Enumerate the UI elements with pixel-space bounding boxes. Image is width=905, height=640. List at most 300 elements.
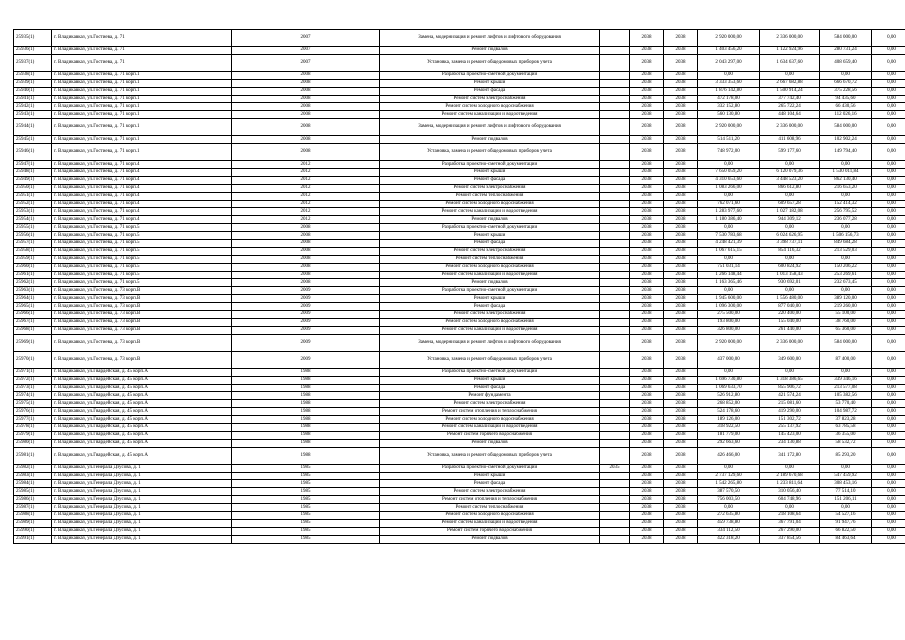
- fund-cost-cell: 854 116,32: [760, 247, 820, 255]
- year-built-cell: 2009: [232, 311, 380, 319]
- year-built-cell: 1988: [232, 416, 380, 424]
- address-cell: г. Владикавказ, ул.Гвардейская, д. 45 корп.А: [52, 408, 232, 416]
- start-year-cell: 2038: [630, 184, 664, 192]
- end-year-cell: 2038: [664, 263, 698, 271]
- address-cell: г. Владикавказ, ул.Гвардейская, д. 45 корп.А: [52, 376, 232, 384]
- year-built-cell: 2007: [232, 54, 380, 71]
- other-cost-cell: 0,00: [872, 79, 905, 87]
- end-year-cell: 2038: [664, 384, 698, 392]
- table-row: [14, 400, 905, 408]
- owner-cost-cell: 213 529,03: [820, 247, 872, 255]
- row-id-cell: 25941(1): [14, 95, 52, 103]
- address-cell: г. Владикавказ, ул.Гостиева, д. 71: [52, 54, 232, 71]
- other-cost-cell: 0,00: [872, 376, 905, 384]
- year-built-cell: 2007: [232, 47, 380, 55]
- extra-year-cell: [600, 263, 630, 271]
- extra-year-cell: [600, 71, 630, 79]
- other-cost-cell: 0,00: [872, 192, 905, 200]
- end-year-cell: 2038: [664, 416, 698, 424]
- extra-year-cell: [600, 247, 630, 255]
- table-row: [14, 472, 905, 480]
- other-cost-cell: 0,00: [872, 263, 905, 271]
- row-id-cell: 25979(1): [14, 431, 52, 439]
- row-id-cell: 25954(1): [14, 216, 52, 224]
- row-id-cell: 25937(1): [14, 54, 52, 71]
- extra-year-cell: [600, 169, 630, 177]
- table-row: [14, 144, 905, 161]
- extra-year-cell: [600, 271, 630, 279]
- fund-cost-cell: 0,00: [760, 71, 820, 79]
- row-id-cell: 25959(1): [14, 255, 52, 263]
- start-year-cell: 2038: [630, 295, 664, 303]
- fund-cost-cell: 261 440,00: [760, 326, 820, 334]
- fund-cost-cell: 218 108,64: [760, 511, 820, 519]
- owner-cost-cell: 375 228,56: [820, 87, 872, 95]
- owner-cost-cell: 38 760,00: [820, 318, 872, 326]
- start-year-cell: 2038: [630, 87, 664, 95]
- address-cell: г. Владикавказ, ул.Гвардейская, д. 45 корп.А: [52, 431, 232, 439]
- extra-year-cell: [600, 431, 630, 439]
- end-year-cell: 2038: [664, 287, 698, 295]
- other-cost-cell: 0,00: [872, 169, 905, 177]
- owner-cost-cell: 256 795,52: [820, 208, 872, 216]
- year-built-cell: 2009: [232, 318, 380, 326]
- work-type-cell: Ремонт подвалов: [380, 535, 600, 543]
- start-year-cell: 2038: [630, 111, 664, 119]
- other-cost-cell: 0,00: [872, 200, 905, 208]
- extra-year-cell: [600, 303, 630, 311]
- start-year-cell: 2038: [630, 480, 664, 488]
- end-year-cell: 2038: [664, 511, 698, 519]
- row-id-cell: 25975(1): [14, 400, 52, 408]
- table-body: [14, 30, 905, 544]
- other-cost-cell: 0,00: [872, 54, 905, 71]
- year-built-cell: 2008: [232, 240, 380, 248]
- total-cost-cell: 560 130,80: [698, 111, 760, 119]
- year-built-cell: 2008: [232, 95, 380, 103]
- address-cell: г. Владикавказ, ул.Гостиева, д. 71: [52, 47, 232, 55]
- address-cell: г. Владикавказ, ул.Гостиева, д. 71 корп.4: [52, 161, 232, 169]
- year-built-cell: 2009: [232, 295, 380, 303]
- other-cost-cell: 0,00: [872, 103, 905, 111]
- work-type-cell: Ремонт систем канализации и водоотведения: [380, 111, 600, 119]
- owner-cost-cell: 0,00: [820, 71, 872, 79]
- address-cell: г. Владикавказ, ул.Гостиева, д. 71 корп.1: [52, 71, 232, 79]
- end-year-cell: 2038: [664, 472, 698, 480]
- row-id-cell: 25948(1): [14, 169, 52, 177]
- other-cost-cell: 0,00: [872, 400, 905, 408]
- row-id-cell: 25938(1): [14, 71, 52, 79]
- address-cell: г. Владикавказ, ул.Гостиева, д. 71 корп.1: [52, 79, 232, 87]
- extra-year-cell: [600, 311, 630, 319]
- start-year-cell: 2038: [630, 416, 664, 424]
- year-built-cell: 2012: [232, 216, 380, 224]
- row-id-cell: 25958(1): [14, 247, 52, 255]
- year-built-cell: 2012: [232, 161, 380, 169]
- fund-cost-cell: 0,00: [760, 255, 820, 263]
- work-type-cell: Разработка проектно-сметной документации: [380, 71, 600, 79]
- fund-cost-cell: 599 177,60: [760, 144, 820, 161]
- work-type-cell: Ремонт подвалов: [380, 47, 600, 55]
- total-cost-cell: 318 922,50: [698, 423, 760, 431]
- total-cost-cell: 762 071,60: [698, 200, 760, 208]
- owner-cost-cell: 102 902,24: [820, 136, 872, 144]
- end-year-cell: 2038: [664, 311, 698, 319]
- other-cost-cell: 0,00: [872, 161, 905, 169]
- fund-cost-cell: 855 906,72: [760, 384, 820, 392]
- table-row: [14, 161, 905, 169]
- address-cell: г. Владикавказ, ул.Гостиева, д. 71 корп.4: [52, 208, 232, 216]
- start-year-cell: 2038: [630, 208, 664, 216]
- end-year-cell: 2038: [664, 224, 698, 232]
- work-type-cell: Ремонт фасада: [380, 303, 600, 311]
- address-cell: г. Владикавказ, ул.Гостиева, д. 71 корп.1: [52, 144, 232, 161]
- row-id-cell: 25990(1): [14, 527, 52, 535]
- total-cost-cell: 0,00: [698, 287, 760, 295]
- year-built-cell: 2008: [232, 279, 380, 287]
- start-year-cell: 2038: [630, 103, 664, 111]
- extra-year-cell: [600, 255, 630, 263]
- year-built-cell: 1988: [232, 431, 380, 439]
- work-type-cell: Разработка проектно-сметной документации: [380, 464, 600, 472]
- table-row: [14, 224, 905, 232]
- work-type-cell: Ремонт систем электроснабжения: [380, 247, 600, 255]
- start-year-cell: 2038: [630, 161, 664, 169]
- end-year-cell: 2038: [664, 119, 698, 136]
- year-built-cell: 2008: [232, 144, 380, 161]
- fund-cost-cell: 220 400,00: [760, 311, 820, 319]
- year-built-cell: 2012: [232, 192, 380, 200]
- row-id-cell: 25961(1): [14, 271, 52, 279]
- total-cost-cell: 181 779,00: [698, 431, 760, 439]
- end-year-cell: 2038: [664, 87, 698, 95]
- owner-cost-cell: 584 000,00: [820, 30, 872, 47]
- extra-year-cell: [600, 192, 630, 200]
- address-cell: г. Владикавказ, ул.Гостиева, д. 71 корп.4: [52, 216, 232, 224]
- end-year-cell: 2038: [664, 255, 698, 263]
- end-year-cell: 2038: [664, 423, 698, 431]
- owner-cost-cell: 219 260,00: [820, 303, 872, 311]
- address-cell: г. Владикавказ, ул.Гостиева, д. 71 корп.5: [52, 271, 232, 279]
- row-id-cell: 25973(1): [14, 384, 52, 392]
- total-cost-cell: 1 542 265,80: [698, 480, 760, 488]
- owner-cost-cell: 65 360,00: [820, 326, 872, 334]
- address-cell: г. Владикавказ, ул.Гостиева, д. 71 корп.1: [52, 103, 232, 111]
- end-year-cell: 2038: [664, 79, 698, 87]
- capital-repair-plan-table: [13, 29, 905, 544]
- start-year-cell: 2038: [630, 255, 664, 263]
- start-year-cell: 2038: [630, 439, 664, 447]
- end-year-cell: 2038: [664, 400, 698, 408]
- year-built-cell: 2008: [232, 224, 380, 232]
- fund-cost-cell: 944 309,12: [760, 216, 820, 224]
- year-built-cell: 2008: [232, 111, 380, 119]
- year-built-cell: 2008: [232, 247, 380, 255]
- work-type-cell: Ремонт крыши: [380, 232, 600, 240]
- table-row: [14, 71, 905, 79]
- total-cost-cell: 426 466,00: [698, 447, 760, 464]
- start-year-cell: 2038: [630, 384, 664, 392]
- total-cost-cell: 0,00: [698, 192, 760, 200]
- address-cell: г. Владикавказ, ул.Гостиева, д. 71 корп.1: [52, 111, 232, 119]
- total-cost-cell: 1 096 300,00: [698, 303, 760, 311]
- total-cost-cell: 268 852,00: [698, 400, 760, 408]
- address-cell: г. Владикавказ, ул.Генерала Дзусова, д. 1: [52, 496, 232, 504]
- end-year-cell: 2038: [664, 295, 698, 303]
- end-year-cell: 2038: [664, 351, 698, 368]
- work-type-cell: Ремонт систем холодного водоснабжения: [380, 263, 600, 271]
- extra-year-cell: [600, 30, 630, 47]
- owner-cost-cell: 58 532,72: [820, 439, 872, 447]
- other-cost-cell: 0,00: [872, 271, 905, 279]
- work-type-cell: Ремонт систем канализации и водоотведения: [380, 423, 600, 431]
- year-built-cell: 2008: [232, 255, 380, 263]
- extra-year-cell: [600, 232, 630, 240]
- owner-cost-cell: 0,00: [820, 192, 872, 200]
- total-cost-cell: 332 152,80: [698, 103, 760, 111]
- owner-cost-cell: 232 673,45: [820, 279, 872, 287]
- end-year-cell: 2038: [664, 232, 698, 240]
- fund-cost-cell: 145 423,00: [760, 431, 820, 439]
- extra-year-cell: [600, 400, 630, 408]
- table-row: [14, 54, 905, 71]
- end-year-cell: 2038: [664, 192, 698, 200]
- fund-cost-cell: 2 336 000,00: [760, 119, 820, 136]
- address-cell: г. Владикавказ, ул.Гостиева, д. 71 корп.4: [52, 169, 232, 177]
- end-year-cell: 2038: [664, 504, 698, 512]
- row-id-cell: 25949(1): [14, 176, 52, 184]
- address-cell: г. Владикавказ, ул.Генерала Дзусова, д. 1: [52, 488, 232, 496]
- row-id-cell: 25970(1): [14, 351, 52, 368]
- table-row: [14, 527, 905, 535]
- year-built-cell: 1988: [232, 384, 380, 392]
- owner-cost-cell: 584 000,00: [820, 119, 872, 136]
- other-cost-cell: 0,00: [872, 71, 905, 79]
- total-cost-cell: 0,00: [698, 161, 760, 169]
- address-cell: г. Владикавказ, ул.Гостиева, д. 73 корп.В: [52, 351, 232, 368]
- table-row: [14, 200, 905, 208]
- other-cost-cell: 0,00: [872, 527, 905, 535]
- row-id-cell: 25952(1): [14, 200, 52, 208]
- fund-cost-cell: 2 189 670,68: [760, 472, 820, 480]
- extra-year-cell: [600, 535, 630, 543]
- row-id-cell: 25985(1): [14, 488, 52, 496]
- address-cell: г. Владикавказ, ул.Гостиева, д. 71 корп.1: [52, 136, 232, 144]
- address-cell: г. Владикавказ, ул.Гостиева, д. 71: [52, 30, 232, 47]
- start-year-cell: 2038: [630, 79, 664, 87]
- work-type-cell: Установка, замена и ремонт общедомовых приборов учета: [380, 144, 600, 161]
- owner-cost-cell: 87 400,00: [820, 351, 872, 368]
- work-type-cell: Ремонт подвалов: [380, 216, 600, 224]
- extra-year-cell: [600, 326, 630, 334]
- year-built-cell: 2007: [232, 30, 380, 47]
- fund-cost-cell: 6 120 079,36: [760, 169, 820, 177]
- row-id-cell: 25960(1): [14, 263, 52, 271]
- total-cost-cell: 1 067 615,15: [698, 247, 760, 255]
- year-built-cell: 1988: [232, 368, 380, 376]
- row-id-cell: 25965(1): [14, 303, 52, 311]
- other-cost-cell: 0,00: [872, 176, 905, 184]
- work-type-cell: Ремонт систем канализации и водоотведения: [380, 208, 600, 216]
- end-year-cell: 2038: [664, 30, 698, 47]
- extra-year-cell: [600, 472, 630, 480]
- owner-cost-cell: 0,00: [820, 464, 872, 472]
- work-type-cell: Ремонт крыши: [380, 295, 600, 303]
- other-cost-cell: 0,00: [872, 472, 905, 480]
- extra-year-cell: [600, 384, 630, 392]
- end-year-cell: 2038: [664, 184, 698, 192]
- total-cost-cell: 756 003,50: [698, 496, 760, 504]
- work-type-cell: Ремонт систем холодного водоснабжения: [380, 200, 600, 208]
- other-cost-cell: 0,00: [872, 318, 905, 326]
- year-built-cell: 2008: [232, 119, 380, 136]
- year-built-cell: 1988: [232, 392, 380, 400]
- table-row: [14, 176, 905, 184]
- address-cell: г. Владикавказ, ул.Гостиева, д. 71 корп.4: [52, 176, 232, 184]
- address-cell: г. Владикавказ, ул.Гвардейская, д. 45 корп.А: [52, 368, 232, 376]
- total-cost-cell: 7 650 059,20: [698, 169, 760, 177]
- year-built-cell: 2009: [232, 351, 380, 368]
- row-id-cell: 25950(1): [14, 184, 52, 192]
- end-year-cell: 2038: [664, 136, 698, 144]
- total-cost-cell: 0,00: [698, 224, 760, 232]
- other-cost-cell: 0,00: [872, 47, 905, 55]
- table-row: [14, 488, 905, 496]
- table-row: [14, 480, 905, 488]
- table-row: [14, 119, 905, 136]
- row-id-cell: 25977(1): [14, 416, 52, 424]
- other-cost-cell: 0,00: [872, 136, 905, 144]
- table-row: [14, 169, 905, 177]
- row-id-cell: 25967(1): [14, 318, 52, 326]
- total-cost-cell: 189 126,00: [698, 416, 760, 424]
- address-cell: г. Владикавказ, ул.Гвардейская, д. 45 корп.А: [52, 447, 232, 464]
- total-cost-cell: 751 031,14: [698, 263, 760, 271]
- start-year-cell: 2038: [630, 247, 664, 255]
- address-cell: г. Владикавказ, ул.Гостиева, д. 71 корп.1: [52, 119, 232, 136]
- table-row: [14, 255, 905, 263]
- fund-cost-cell: 3 398 737,11: [760, 240, 820, 248]
- owner-cost-cell: 36 355,00: [820, 431, 872, 439]
- total-cost-cell: 326 800,00: [698, 326, 760, 334]
- row-id-cell: 25982(1): [14, 464, 52, 472]
- start-year-cell: 2038: [630, 351, 664, 368]
- end-year-cell: 2038: [664, 176, 698, 184]
- fund-cost-cell: 0,00: [760, 224, 820, 232]
- end-year-cell: 2038: [664, 54, 698, 71]
- year-built-cell: 2008: [232, 263, 380, 271]
- extra-year-cell: [600, 47, 630, 55]
- total-cost-cell: 2 920 000,00: [698, 334, 760, 351]
- start-year-cell: 2038: [630, 30, 664, 47]
- end-year-cell: 2038: [664, 95, 698, 103]
- end-year-cell: 2038: [664, 103, 698, 111]
- end-year-cell: 2038: [664, 334, 698, 351]
- fund-cost-cell: 1 634 637,60: [760, 54, 820, 71]
- work-type-cell: Ремонт систем теплоснабжения: [380, 255, 600, 263]
- year-built-cell: 2012: [232, 208, 380, 216]
- table-row: [14, 287, 905, 295]
- fund-cost-cell: 1 013 158,43: [760, 271, 820, 279]
- year-built-cell: 2008: [232, 87, 380, 95]
- work-type-cell: Ремонт фасада: [380, 240, 600, 248]
- year-built-cell: 1985: [232, 504, 380, 512]
- address-cell: г. Владикавказ, ул.Гостиева, д. 73 корп.В: [52, 311, 232, 319]
- total-cost-cell: 1 876 142,80: [698, 87, 760, 95]
- work-type-cell: Ремонт фасада: [380, 480, 600, 488]
- year-built-cell: 2009: [232, 334, 380, 351]
- end-year-cell: 2038: [664, 47, 698, 55]
- address-cell: г. Владикавказ, ул.Гвардейская, д. 45 корп.А: [52, 400, 232, 408]
- year-built-cell: 2012: [232, 176, 380, 184]
- owner-cost-cell: 216 653,20: [820, 184, 872, 192]
- year-built-cell: 2012: [232, 184, 380, 192]
- start-year-cell: 2038: [630, 519, 664, 527]
- start-year-cell: 2038: [630, 200, 664, 208]
- work-type-cell: Разработка проектно-сметной документации: [380, 368, 600, 376]
- other-cost-cell: 0,00: [872, 295, 905, 303]
- start-year-cell: 2038: [630, 488, 664, 496]
- work-type-cell: Ремонт систем электроснабжения: [380, 400, 600, 408]
- year-built-cell: 1985: [232, 535, 380, 543]
- other-cost-cell: 0,00: [872, 303, 905, 311]
- work-type-cell: Ремонт фасада: [380, 87, 600, 95]
- extra-year-cell: 2035: [600, 464, 630, 472]
- end-year-cell: 2038: [664, 488, 698, 496]
- start-year-cell: 2038: [630, 136, 664, 144]
- start-year-cell: 2038: [630, 318, 664, 326]
- start-year-cell: 2038: [630, 169, 664, 177]
- fund-cost-cell: 1 233 811,64: [760, 480, 820, 488]
- extra-year-cell: [600, 496, 630, 504]
- year-built-cell: 2009: [232, 326, 380, 334]
- table-row: [14, 184, 905, 192]
- owner-cost-cell: 150 206,22: [820, 263, 872, 271]
- row-id-cell: 25972(1): [14, 376, 52, 384]
- start-year-cell: 2038: [630, 216, 664, 224]
- owner-cost-cell: 85 293,20: [820, 447, 872, 464]
- end-year-cell: 2038: [664, 376, 698, 384]
- other-cost-cell: 0,00: [872, 416, 905, 424]
- address-cell: г. Владикавказ, ул.Генерала Дзусова, д. 1: [52, 535, 232, 543]
- row-id-cell: 25953(1): [14, 208, 52, 216]
- address-cell: г. Владикавказ, ул.Гостиева, д. 71 корп.5: [52, 247, 232, 255]
- owner-cost-cell: 339 346,16: [820, 376, 872, 384]
- extra-year-cell: [600, 208, 630, 216]
- fund-cost-cell: 349 600,00: [760, 351, 820, 368]
- fund-cost-cell: 2 336 000,00: [760, 30, 820, 47]
- row-id-cell: 25974(1): [14, 392, 52, 400]
- other-cost-cell: 0,00: [872, 439, 905, 447]
- row-id-cell: 25968(1): [14, 326, 52, 334]
- owner-cost-cell: 77 514,10: [820, 488, 872, 496]
- owner-cost-cell: 547 459,92: [820, 472, 872, 480]
- owner-cost-cell: 151 206,11: [820, 496, 872, 504]
- end-year-cell: 2038: [664, 431, 698, 439]
- start-year-cell: 2038: [630, 326, 664, 334]
- start-year-cell: 2038: [630, 392, 664, 400]
- row-id-cell: 25962(1): [14, 279, 52, 287]
- work-type-cell: Разработка проектно-сметной документации: [380, 287, 600, 295]
- work-type-cell: Ремонт систем электроснабжения: [380, 311, 600, 319]
- other-cost-cell: 0,00: [872, 255, 905, 263]
- address-cell: г. Владикавказ, ул.Гвардейская, д. 45 корп.А: [52, 423, 232, 431]
- fund-cost-cell: 1 318 386,65: [760, 376, 820, 384]
- year-built-cell: 1988: [232, 447, 380, 464]
- fund-cost-cell: 1 556 480,00: [760, 295, 820, 303]
- extra-year-cell: [600, 295, 630, 303]
- extra-year-cell: [600, 408, 630, 416]
